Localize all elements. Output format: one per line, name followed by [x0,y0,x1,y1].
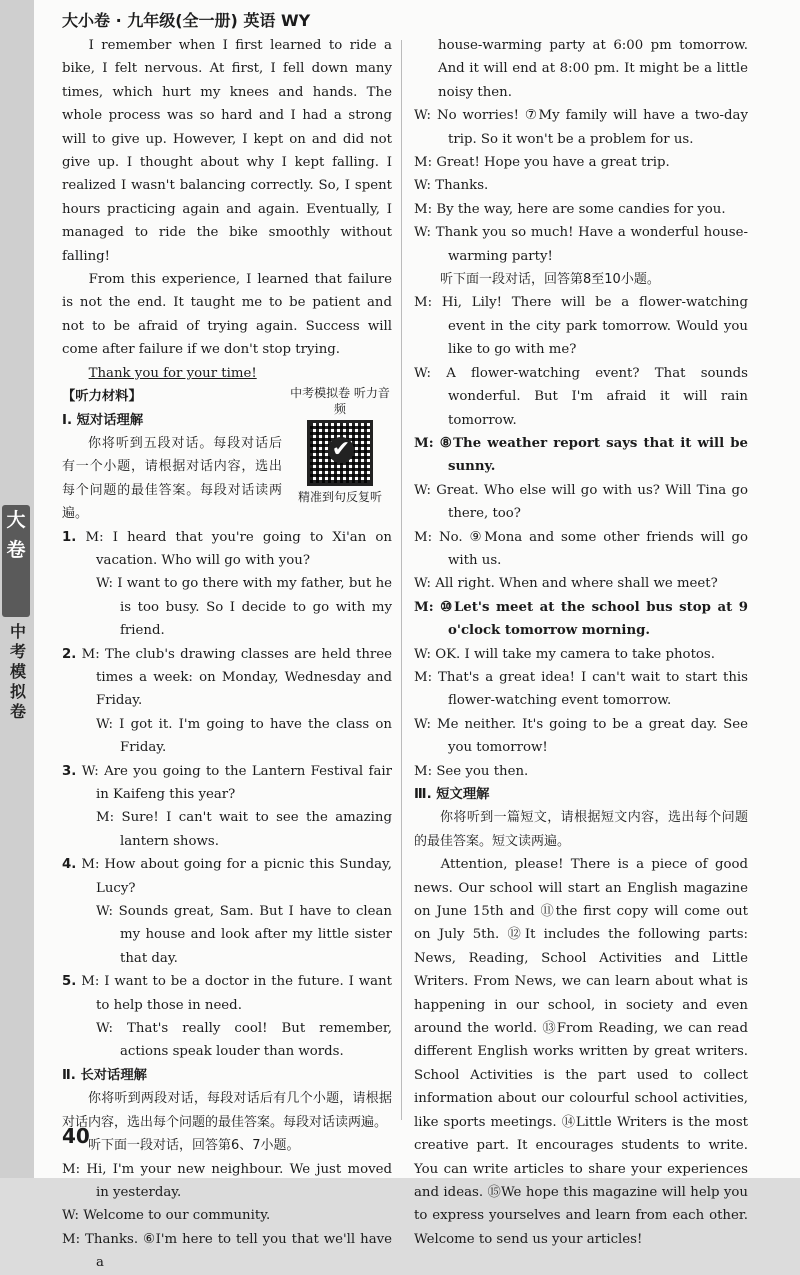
left-column [62,34,392,1275]
dialog-line: M: By the way, here are some candies for you. [414,201,726,217]
dialog-continued: house-warming party at 6:00 pm tomorrow. And it will end at 8:00 pm. It might be a little noisy then. [438,38,748,100]
dialog-line: W: Great. Who else will go with us? Will Tina go there, too? [414,482,748,522]
dialog-item [62,526,392,643]
section-instruction: 你将听到两段对话，每段对话后有几个小题，请根据对话内容，选出每个问题的最佳答案。每段对话读两遍。 [62,1091,392,1130]
dialog-line: M: That's a great idea! I can't wait to start this flower-watching event tomorrow. [414,669,748,709]
section-instruction: 你将听到五段对话。每段对话后有一个小题，请根据对话内容，选出每个问题的最佳答案。每段对话读两遍。 [62,435,282,522]
dialog-line: W: I want to go there with my father, but he is too busy. So I decide to go with my friend. [96,576,392,639]
spine-tab-char: 大 [6,509,26,531]
dialog-line: W: Are you going to the Lantern Festival fair in Kaifeng this year? [81,763,393,802]
page-number: 40 [62,1124,90,1148]
dialog-line: M: Hi, Lily! There will be a flower-watching event in the city park tomorrow. Would you like to go with me? [414,295,748,358]
dialog-line: M: I heard that you're going to Xi'an on vacation. Who will go with you? [85,529,392,568]
dialog-line: W: Sounds great, Sam. But I have to clean my house and look after my little sister that day. [96,904,392,966]
right-column [414,34,748,1251]
spine-char: 拟 [9,682,26,701]
book-spine [0,0,34,1178]
spine-side-label [8,622,28,722]
dialog-line: M: Thanks. ⑥I'm here to tell you that we'll have a [62,1231,392,1271]
spine-tab-char: 卷 [6,539,26,561]
dialog-item [62,853,392,970]
essay-paragraph: I remember when I first learned to ride a bike, I felt nervous. At first, I fell down many times, which hurt my knees and hands. The whole process was so hard and I had a strong will to give up. However, I kept on and did not give up. I thought about why I kept falling. I realized I wasn't balancing correctly. So, I spent hours practicing again and again. Eventually, I managed to ride the bike smoothly without falling! [62,38,392,264]
dialog-number: 3. [62,763,77,779]
dialog-line: W: All right. When and where shall we meet? [414,576,718,592]
dialog-number: 5. [62,974,77,990]
dialog-line: W: No worries! ⑦My family will have a two-day trip. So it won't be a problem for us. [414,108,748,147]
section-title: Ⅱ. 长对话理解 [62,1067,147,1083]
spine-char: 卷 [9,702,26,721]
qr-block[interactable] [288,385,392,505]
dialog-line: W: OK. I will take my camera to take photos. [414,646,715,662]
spine-tab [2,505,30,617]
dialog-line: M: The club's drawing classes are held three times a week: on Monday, Wednesday and Friday. [81,646,392,709]
dialog-line: M: How about going for a picnic this Sunday, Lucy? [81,857,392,896]
qr-caption: 精准到句反复听 [297,490,382,505]
dialog-number: 1. [62,529,77,545]
column-divider [401,40,402,1120]
dialog-line: W: I got it. I'm going to have the class on Friday. [96,716,392,756]
qr-title: 中考模拟卷 听力音频 [290,386,390,417]
section-title: Ⅰ. 短对话理解 [62,412,144,428]
page-header: 大小卷 · 九年级(全一册) 英语 WY [62,11,311,30]
section-title: Ⅲ. 短文理解 [414,787,490,802]
closing-line: Thank you for your time! [88,365,257,381]
spine-char: 中 [9,622,26,641]
dialog-line: W: That's really cool! But remember, actions speak louder than words. [96,1021,392,1060]
dialog-line: M: Great! Hope you have a great trip. [414,155,670,171]
spine-char: 模 [9,662,26,681]
dialog-line: M: ⑧The weather report says that it will be sunny. [414,435,748,475]
dialog-line: M: Sure! I can't wait to see the amazing lantern shows. [96,810,392,849]
essay-paragraph: From this experience, I learned that failure is not the end. It taught me to be patient and not to be afraid of trying again. Success will come after failure if we don't stop trying. [62,272,392,358]
dialog-list [62,526,392,1064]
subsection-instruction: 听下面一段对话，回答第6、7小题。 [88,1138,300,1154]
dialog-line: W: A flower-watching event? That sounds wonderful. But I'm afraid it will rain tomorrow. [414,365,748,428]
dialog-item [62,643,392,760]
dialog-line: W: Welcome to our community. [62,1208,271,1224]
subsection-instruction: 听下面一段对话，回答第8至10小题。 [440,272,660,288]
qr-code-icon[interactable] [307,420,373,486]
materials-heading: 【听力材料】 [62,389,142,405]
dialog-line: M: No. ⑨Mona and some other friends will go with us. [414,529,748,568]
dialog-line: W: Me neither. It's going to be a great day. See you tomorrow! [414,716,748,756]
spine-char: 考 [9,642,26,661]
dialog-line: M: ⑩Let's meet at the school bus stop at 9 o'clock tomorrow morning. [414,599,748,639]
dialog-line: M: See you then. [414,763,529,779]
dialog-item [62,970,392,1064]
passage-text: Attention, please! There is a piece of good news. Our school will start an English magazine on June 15th and ⑪the first copy will come out on July 5th. ⑫It includes the following parts: News, Reading, School Activities and Little Writers. From News, we can learn about what is happening in our school, in society and even around the world. ⑬From Reading, we can read different English works written by great writers. School Activities is the part used to collect information about our colourful school activities, like sports meetings. ⑭Little Writers is the most creative part. It encourages students to write. You can write articles to share your experiences and ideas. ⑮We hope this magazine will help you to express yourselves and learn from each other. Welcome to send us your articles! [414,857,748,1247]
section-instruction: 你将听到一篇短文，请根据短文内容，选出每个问题的最佳答案。短文读两遍。 [414,810,748,849]
dialog-line: W: Thank you so much! Have a wonderful house-warming party! [414,225,748,264]
dialog-number: 2. [62,646,77,662]
dialog-line: M: Hi, I'm your new neighbour. We just moved in yesterday. [62,1161,392,1200]
dialog-line: M: I want to be a doctor in the future. I want to help those in need. [81,974,393,1013]
dialog-number: 4. [62,857,77,873]
dialog-item [62,760,392,854]
dialog-line: W: Thanks. [414,178,489,194]
